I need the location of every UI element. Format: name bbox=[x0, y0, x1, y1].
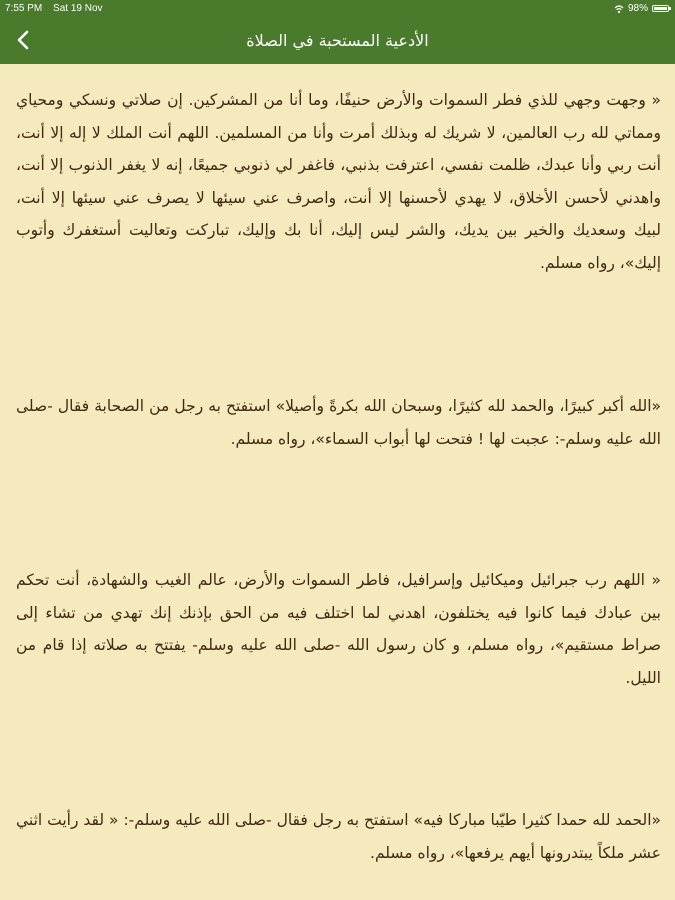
dua-text: « وجهت وجهي للذي فطر السموات والأرض حنيفًا، وما أنا من المشركين. إن صلاتي ونسكي ومحياي ومماتي لله رب العالمين، لا شريك له وبذلك أمرت وأنا من المسلمين. اللهم أنت الملك لا إله إلا أنت، أنت ربي وأنا عبدك، ظلمت نفسي، اعترفت بذنبي، فاغفر لي ذنوبي جميعًا، إنه لا يغفر الذنوب إلا أنت، واهدني لأحسن الأخلاق، لا يهدي لأحسنها إلا أنت، واصرف عني سيئها لا يصرف عني سيئها إلا أنت، لبيك وسعديك والخير بين يديك، والشر ليس إليك، أنا بك وإليك، تباركت وتعاليت أستغفرك وأتوب إليك»، رواه مسلم. bbox=[16, 91, 661, 272]
nav-bar bbox=[0, 17, 675, 64]
chevron-left-icon bbox=[16, 30, 30, 50]
status-right bbox=[614, 3, 669, 14]
status-bar bbox=[0, 0, 675, 17]
page-title: الأدعية المستحبة في الصلاة bbox=[246, 31, 429, 50]
duas-list[interactable] bbox=[0, 64, 675, 900]
battery-icon bbox=[652, 5, 669, 12]
status-time: 7:55 PM bbox=[5, 3, 43, 14]
dua-text: «الله أكبر كبيرًا، والحمد لله كثيرًا، وسبحان الله بكرةً وأصيلا» استفتح به رجل من الصحابة فقال -صلى الله عليه وسلم-: عجبت لها ! فتحت لها أبواب السماء»، رواه مسلم. bbox=[16, 397, 661, 448]
wifi-icon bbox=[614, 4, 624, 14]
back-button[interactable] bbox=[8, 25, 38, 55]
dua-text: « اللهم رب جبرائيل وميكائيل وإسرافيل، فاطر السموات والأرض، عالم الغيب والشهادة، أنت تحكم بين عبادك فيما كانوا فيه يختلفون، اهدني لما اختلف فيه من الحق بإذنك إنك تهدي من تشاء إلى صراط مستقيم»، رواه مسلم، و كان رسول الله -صلى الله عليه وسلم- يفتتح به صلاته إذا قام من الليل. bbox=[16, 571, 661, 687]
battery-percent: 98% bbox=[627, 3, 648, 14]
status-date: Sat 19 Nov bbox=[53, 3, 103, 14]
dua-text: «الحمد لله حمدا كثيرا طيّبا مباركا فيه» استفتح به رجل فقال -صلى الله عليه وسلم-: « لقد رأيت اثني عشر ملكاً يبتدرونها أيهم يرفعها»، رواه مسلم. bbox=[16, 811, 661, 862]
status-left bbox=[5, 3, 111, 14]
